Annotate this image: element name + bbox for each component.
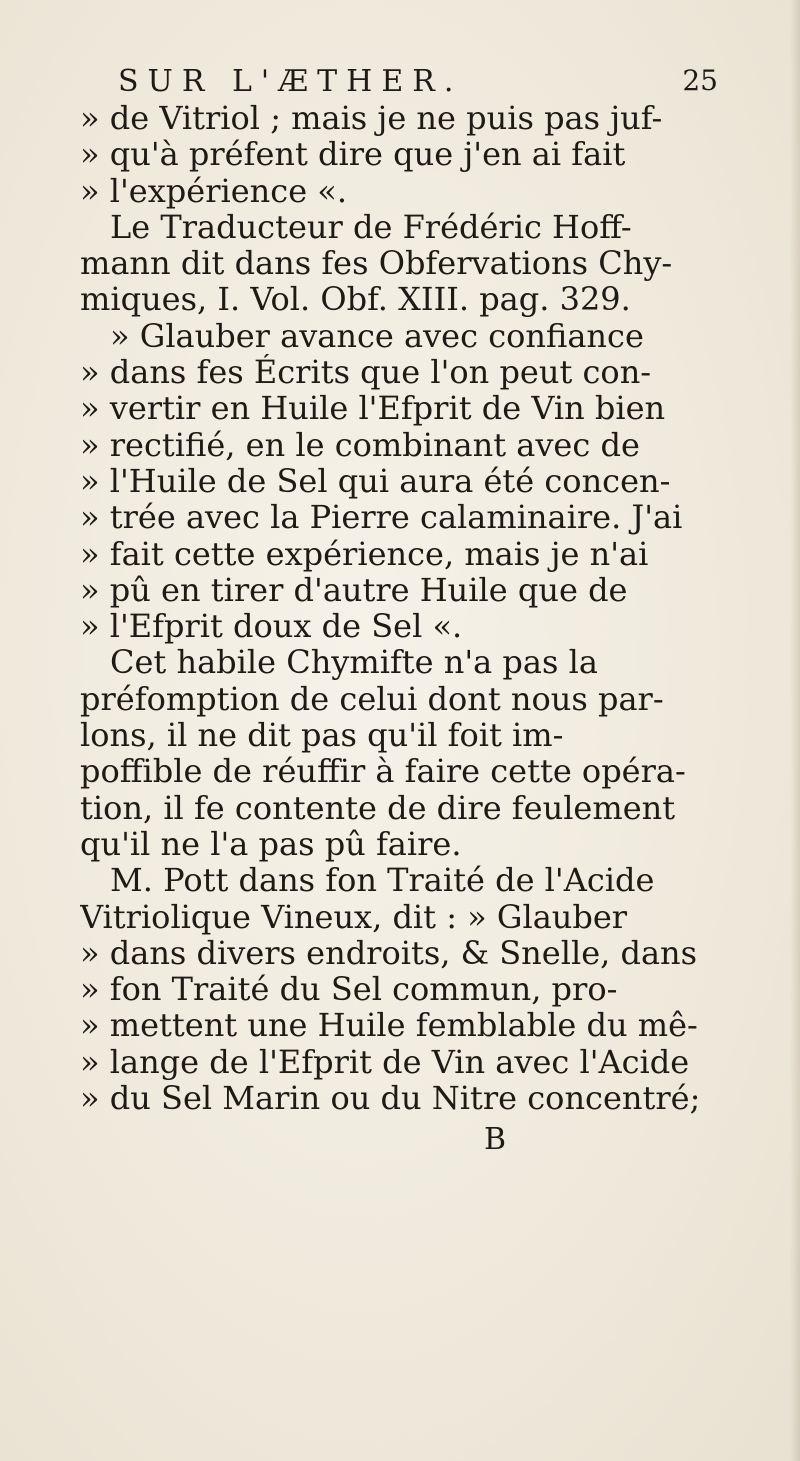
text-line: » dans divers endroits, & Snelle, dans [80, 934, 698, 972]
text-line: » lange de l'Efprit de Vin avec l'Acide [80, 1043, 690, 1081]
catchword: B [484, 1122, 507, 1158]
text-line: tion, il fe contente de dire feulement [80, 789, 676, 826]
page-edge-shadow [790, 0, 800, 1461]
text-line: poffible de réuffir à faire cette opéra- [80, 753, 686, 790]
page-header [118, 64, 718, 104]
text-line: » de Vitriol ; mais je ne puis pas juf- [80, 100, 663, 137]
text-line: préfomption de celui dont nous par- [80, 680, 664, 718]
text-line: Vitriolique Vineux, dit : » Glauber [80, 898, 628, 935]
page-number: 25 [682, 64, 718, 97]
text-line: Le Traducteur de Frédéric Hoff- [110, 208, 632, 246]
text-line: » l'expérience «. [80, 172, 348, 209]
text-line: Cet habile Chymifte n'a pas la [110, 644, 598, 681]
text-line: » fait cette expérience, mais je n'ai [80, 535, 649, 572]
text-line: mann dit dans fes Obfervations Chy- [80, 245, 673, 282]
text-line: » l'Efprit doux de Sel «. [80, 608, 463, 645]
text-line: lons, il ne dit pas qu'il foit im- [80, 717, 564, 754]
text-line: » qu'à préfent dire que j'en ai fait [80, 136, 626, 173]
text-line: » Glauber avance avec confiance [110, 317, 644, 355]
text-line: » vertir en Huile l'Efprit de Vin bien [80, 390, 666, 427]
text-line: » rectifié, en le combinant avec de [80, 426, 640, 463]
text-line: » du Sel Marin ou du Nitre concentré; [80, 1080, 701, 1117]
text-line: » l'Huile de Sel qui aura été concen- [80, 462, 671, 500]
text-line: » dans fes Écrits que l'on peut con- [80, 354, 652, 391]
text-line: » fon Traité du Sel commun, pro- [80, 971, 618, 1008]
body-text [80, 100, 772, 1116]
text-line: qu'il ne l'a pas pû faire. [80, 825, 462, 863]
text-line: » mettent une Huile femblable du mê- [80, 1007, 698, 1044]
text-line: M. Pott dans fon Traité de l'Acide [110, 862, 655, 899]
text-line: miques, I. Vol. Obf. XIII. pag. 329. [80, 281, 631, 318]
running-title: SUR L'ÆTHER. [118, 64, 463, 99]
text-line: » trée avec la Pierre calaminaire. J'ai [80, 499, 683, 536]
text-line: » pû en tirer d'autre Huile que de [80, 571, 628, 609]
